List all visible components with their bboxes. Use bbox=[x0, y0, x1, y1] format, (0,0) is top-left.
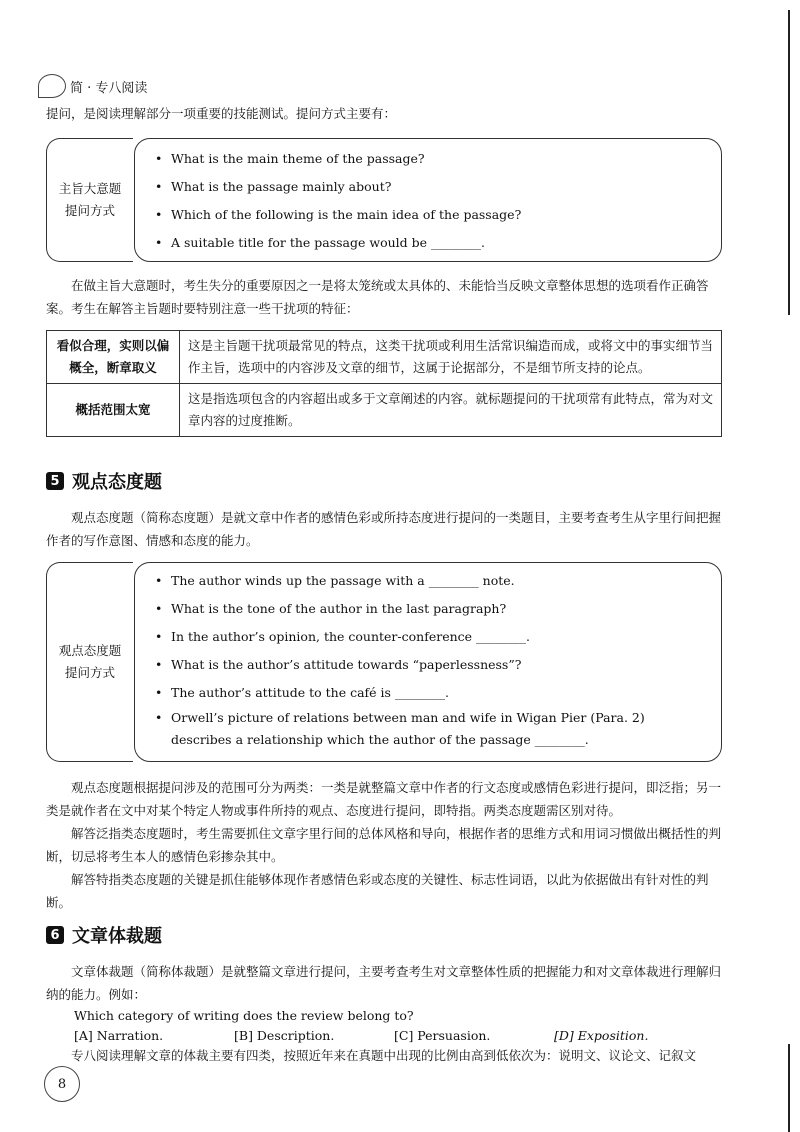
option-a: [A] Narration. bbox=[74, 1028, 164, 1043]
table-cell-key: 概括范围太宽 bbox=[47, 384, 180, 437]
list-item: • What is the passage mainly about? bbox=[155, 173, 707, 201]
book-logo-icon bbox=[38, 74, 66, 98]
paragraph: 文章体裁题（简称体裁题）是就整篇文章进行提问，主要考查考生对文章整体性质的把握能力和对文章体裁进行理解归纳的能力。例如： bbox=[46, 964, 722, 1002]
page-number: 8 bbox=[44, 1066, 80, 1102]
attitude-question-box bbox=[46, 562, 722, 762]
box-label bbox=[46, 138, 133, 262]
paragraph: 解答特指类态度题的关键是抓住能够体现作者感情色彩或态度的关键性、标志性词语，以此为依据做出有针对性的判断。 bbox=[46, 872, 709, 910]
section-number: 5 bbox=[46, 472, 64, 490]
option-c: [C] Persuasion. bbox=[394, 1028, 491, 1043]
paragraph: 在做主旨大意题时，考生失分的重要原因之一是将太笼统或太具体的、未能恰当反映文章整体思想的选项看作正确答案。考生在解答主旨题时要特别注意一些干扰项的特征： bbox=[46, 278, 709, 316]
example-question: Which category of writing does the review belong to? bbox=[74, 1008, 414, 1023]
main-idea-question-box bbox=[46, 138, 722, 262]
list-item: • Orwell’s picture of relations between man and wife in Wigan Pier (Para. 2) describes a relationship which the author of the passage ________. bbox=[155, 707, 707, 751]
option-d: [D] Exposition. bbox=[554, 1028, 649, 1043]
box-label bbox=[46, 562, 133, 762]
question-list bbox=[134, 562, 722, 762]
table-cell-desc: 这是指选项包含的内容超出或多于文章阐述的内容。就标题提问的干扰项常有此特点，常为对文章内容的过度推断。 bbox=[180, 384, 722, 437]
running-header bbox=[38, 74, 147, 98]
table-row bbox=[47, 331, 722, 384]
section-title: 观点态度题 bbox=[72, 472, 162, 493]
label-line: 主旨大意题 bbox=[58, 181, 122, 196]
list-item: • Which of the following is the main idea of the passage? bbox=[155, 201, 707, 229]
section-number: 6 bbox=[46, 926, 64, 944]
label-line: 观点态度题 bbox=[58, 643, 122, 658]
table-row bbox=[47, 384, 722, 437]
paragraph: 专八阅读理解文章的体裁主要有四类，按照近年来在真题中出现的比例由高到低依次为：说明文、议论文、记叙文 bbox=[71, 1048, 697, 1063]
paragraph: 观点态度题根据提问涉及的范围可分为两类：一类是就整篇文章中作者的行文态度或感情色彩进行提问，即泛指；另一类是就作者在文中对某个特定人物或事件所持的观点、态度进行提问，即特指。两类态度题需区别对待。 bbox=[46, 780, 722, 818]
label-line: 提问方式 bbox=[64, 665, 115, 680]
intro-paragraph: 提问，是阅读理解部分一项重要的技能测试。提问方式主要有： bbox=[46, 106, 397, 121]
list-item: • What is the tone of the author in the last paragraph? bbox=[155, 595, 707, 623]
list-item: • What is the main theme of the passage? bbox=[155, 145, 707, 173]
list-item: • In the author’s opinion, the counter-conference ________. bbox=[155, 623, 707, 651]
header-text: 简 · 专八阅读 bbox=[70, 80, 148, 96]
list-item: • The author winds up the passage with a ________ note. bbox=[155, 567, 707, 595]
list-item: • What is the author’s attitude towards “paperlessness”? bbox=[155, 651, 707, 679]
answer-options bbox=[74, 1028, 714, 1043]
section-heading bbox=[46, 468, 162, 494]
label-line: 提问方式 bbox=[64, 203, 115, 218]
scan-edge-line bbox=[788, 10, 790, 315]
paragraph: 解答泛指类态度题时，考生需要抓住文章字里行间的总体风格和导向，根据作者的思维方式和用词习惯做出概括性的判断，切忌将考生本人的感情色彩掺杂其中。 bbox=[46, 826, 722, 864]
scan-edge-line bbox=[788, 1044, 790, 1132]
paragraph: 观点态度题（简称态度题）是就文章中作者的感情色彩或所持态度进行提问的一类题目，主要考查考生从字里行间把握作者的写作意图、情感和态度的能力。 bbox=[46, 510, 722, 548]
option-b: [B] Description. bbox=[234, 1028, 335, 1043]
table-cell-desc: 这是主旨题干扰项最常见的特点，这类干扰项或利用生活常识编造而成，或将文中的事实细节当作主旨，选项中的内容涉及文章的细节，这属于论据部分，不是细节所支持的论点。 bbox=[180, 331, 722, 384]
section-title: 文章体裁题 bbox=[72, 926, 162, 947]
question-list bbox=[134, 138, 722, 262]
distractor-table bbox=[46, 330, 722, 437]
section-heading bbox=[46, 922, 162, 948]
list-item: • A suitable title for the passage would be ________. bbox=[155, 229, 707, 257]
list-item: • The author’s attitude to the café is ________. bbox=[155, 679, 707, 707]
table-cell-key: 看似合理，实则以偏概全，断章取义 bbox=[47, 331, 180, 384]
